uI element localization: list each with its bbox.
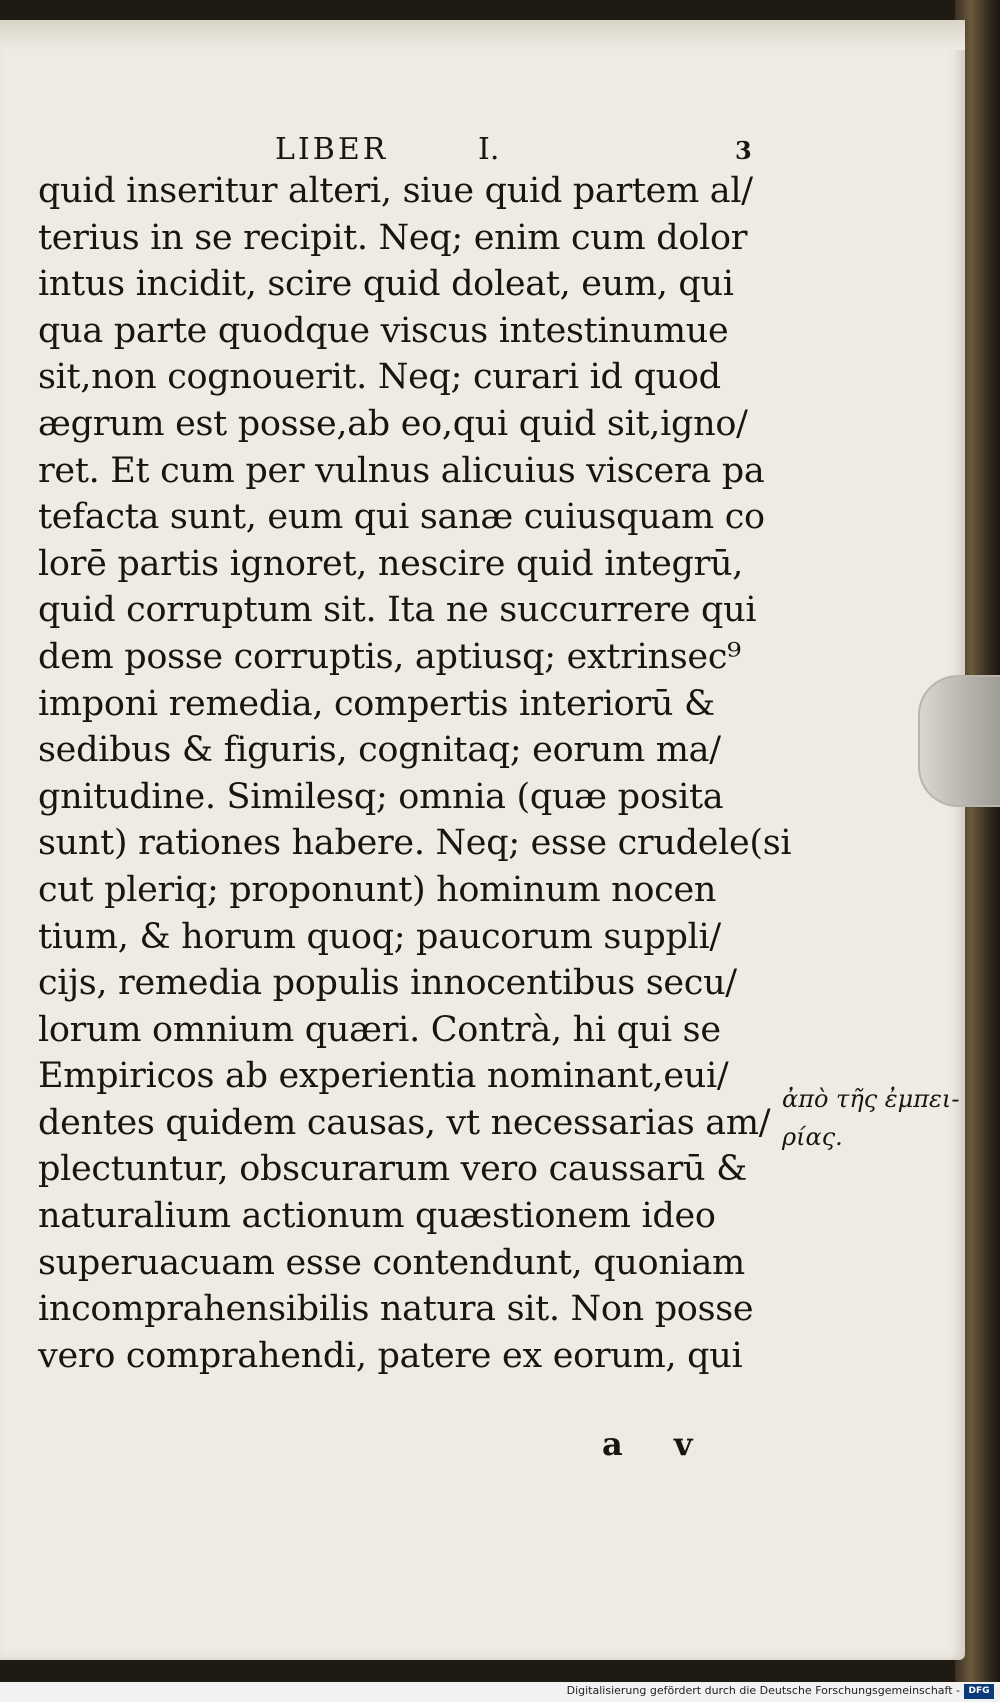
book-number: I.: [478, 132, 500, 167]
text-line: Empiricos ab experientia nominant,eui/: [38, 1056, 729, 1097]
text-line: cut pleriq; proponunt) hominum nocen: [38, 869, 717, 910]
dfg-logo: DFG: [964, 1684, 994, 1699]
footer-credit: Digitalisierung gefördert durch die Deutsche Forschungsgemeinschaft -: [566, 1684, 960, 1697]
text-line: qua parte quodque viscus intestinumue: [38, 310, 729, 351]
text-line: sedibus & figuris, cognitaq; eorum ma/: [38, 730, 721, 771]
text-line: ret. Et cum per vulnus alicuius viscera pa: [38, 450, 765, 491]
text-line: quid corruptum sit. Ita ne succurrere qui: [38, 590, 757, 631]
page-clip: [918, 675, 1000, 807]
marginal-line: ρίας.: [782, 1123, 843, 1151]
footer-bar: [0, 1682, 1000, 1702]
text-line: vero comprahendi, patere ex eorum, qui: [38, 1335, 743, 1376]
text-line: incomprahensibilis natura sit. Non posse: [38, 1289, 754, 1330]
marginal-line: ἀπὸ τῆς ἐμπει-: [782, 1085, 960, 1113]
folio-number: 3: [735, 136, 752, 165]
text-line: cijs, remedia populis innocentibus secu/: [38, 963, 737, 1004]
text-line: lorum omnium quæri. Contrà, hi qui se: [38, 1009, 721, 1050]
signature-mark: a v: [602, 1425, 713, 1463]
text-line: lorē partis ignoret, nescire quid integrū,: [38, 543, 744, 584]
text-line: tefacta sunt, eum qui sanæ cuiusquam co: [38, 497, 765, 538]
body-text: [38, 168, 792, 1379]
text-line: sunt) rationes habere. Neq; esse crudele(si: [38, 823, 792, 864]
page-header: [0, 132, 965, 172]
text-line: dentes quidem causas, vt necessarias am/: [38, 1102, 771, 1143]
text-line: gnitudine. Similesq; omnia (quæ posita: [38, 776, 724, 817]
text-line: imponi remedia, compertis interiorū &: [38, 683, 715, 724]
text-line: terius in se recipit. Neq; enim cum dolor: [38, 217, 748, 258]
text-line: dem posse corruptis, aptiusq; extrinsec⁹: [38, 636, 741, 677]
book-page: [0, 20, 965, 1660]
page-top-edge: [0, 20, 965, 50]
greek-marginal-note: [782, 1080, 959, 1156]
text-line: tium, & horum quoq; paucorum suppli/: [38, 916, 721, 957]
text-line: naturalium actionum quæstionem ideo: [38, 1196, 716, 1237]
text-line: superuacuam esse contendunt, quoniam: [38, 1242, 745, 1283]
text-line: ægrum est posse,ab eo,qui quid sit,igno/: [38, 403, 748, 444]
text-line: quid inseritur alteri, siue quid partem al/: [38, 171, 753, 211]
text-line: plectuntur, obscurarum vero caussarū &: [38, 1149, 747, 1190]
running-head: LIBER: [275, 132, 389, 167]
text-line: intus incidit, scire quid doleat, eum, qui: [38, 264, 734, 305]
text-line: sit,non cognouerit. Neq; curari id quod: [38, 357, 721, 398]
